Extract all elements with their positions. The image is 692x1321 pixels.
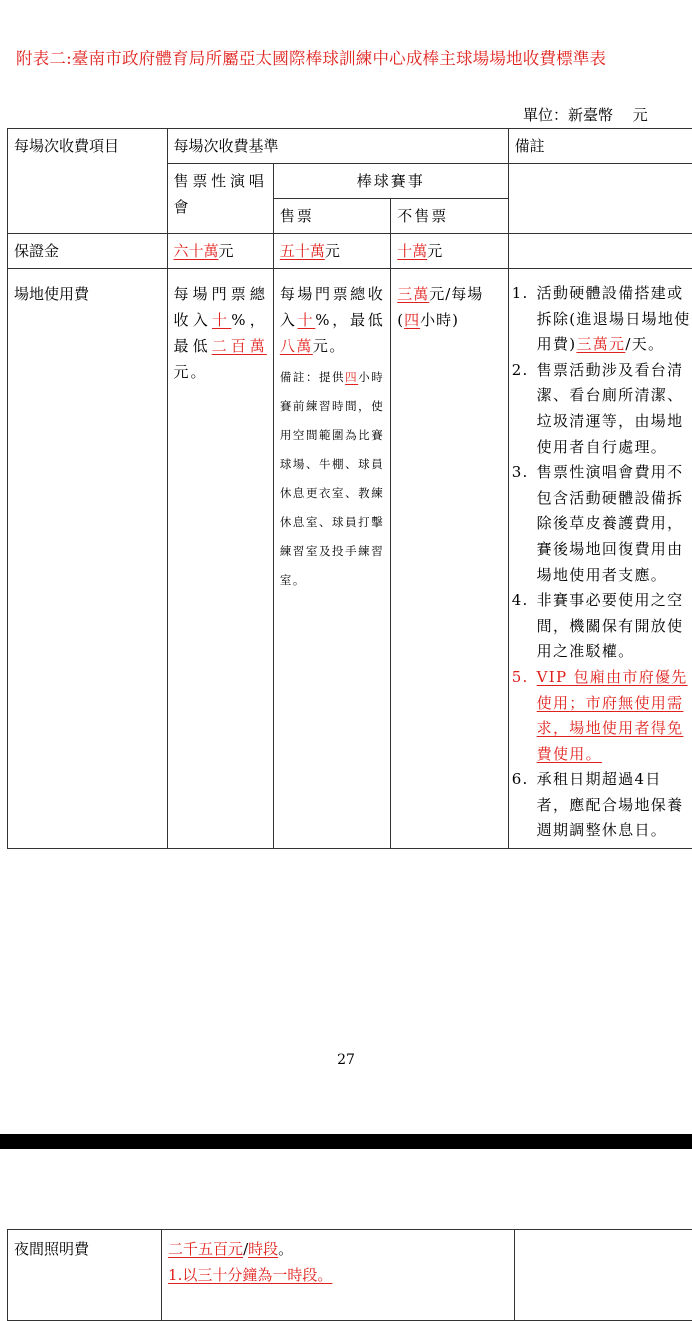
non-ticketed-fee-hours: 四 [404, 311, 420, 329]
night-light-amount: 二千五百元 [168, 1240, 243, 1258]
ticketed-fee-minimum: 八萬 [280, 337, 313, 355]
non-ticketed-fee-amount: 三萬 [397, 285, 429, 303]
ticketed-fee-percent: 十 [298, 311, 316, 329]
remark-1-text: 活動硬體設備搭建或拆除(進退場日場地使用費) [537, 284, 691, 353]
remark-1-suffix: /天。 [625, 335, 664, 353]
night-light-label: 夜間照明費 [8, 1230, 162, 1321]
remark-2: 2. 售票活動涉及看台清潔、看台廁所清潔、垃圾清運等，由場地使用者自行處理。 [535, 358, 692, 460]
deposit-concert [167, 234, 273, 269]
remarks-list [513, 281, 692, 844]
deposit-ticketed-amount: 五十萬 [280, 242, 325, 260]
header-non-ticketed: 不售票 [391, 199, 508, 234]
venue-fee-row [8, 269, 692, 849]
venue-fee-ticketed [273, 269, 390, 849]
concert-fee-mid: %，最低 [174, 311, 267, 355]
night-light-rule-1: 1.以三十分鐘為一時段。 [168, 1262, 508, 1288]
header-ticketed: 售票 [273, 199, 390, 234]
deposit-row [8, 234, 692, 269]
night-light-sep: / [243, 1240, 248, 1258]
night-light-unit: 時段 [248, 1240, 278, 1258]
header-concert: 售票性演唱會 [167, 164, 273, 234]
deposit-remarks [508, 234, 692, 269]
deposit-ticketed [273, 234, 390, 269]
venue-fee-label: 場地使用費 [8, 269, 168, 849]
non-ticketed-fee-mid: 元/每場( [397, 285, 483, 329]
ticketed-fee-prefix: 每場門票總收入 [280, 285, 384, 329]
note-prefix: 備註：提供 [280, 370, 345, 384]
deposit-label: 保證金 [8, 234, 168, 269]
non-ticketed-fee-suffix: 小時) [420, 311, 459, 329]
night-light-remarks [515, 1230, 692, 1321]
venue-fee-non-ticketed [391, 269, 508, 849]
ticketed-fee-mid: %，最低 [315, 311, 384, 329]
page-divider [0, 1134, 692, 1149]
next-page-table [7, 1229, 692, 1321]
page-number: 27 [0, 1052, 692, 1068]
currency: 元 [427, 242, 442, 260]
concert-fee-percent: 十 [212, 311, 231, 329]
deposit-concert-amount: 六十萬 [174, 242, 219, 260]
night-light-end: 。 [278, 1240, 293, 1258]
remark-1 [535, 281, 692, 358]
page-title: 附表二:臺南市政府體育局所屬亞太國際棒球訓練中心成棒主球場場地收費標準表 [16, 44, 690, 74]
currency: 元 [219, 242, 234, 260]
note-hours: 四 [345, 370, 358, 384]
deposit-non-ticketed-amount: 十萬 [397, 242, 427, 260]
remark-4: 4. 非賽事必要使用之空間，機關保有開放使用之准駁權。 [535, 588, 692, 665]
concert-fee-suffix: 元。 [174, 363, 208, 381]
remark-5 [535, 665, 692, 767]
header-standard: 每場次收費基準 [167, 129, 508, 164]
concert-fee-minimum: 二百萬 [212, 337, 267, 355]
venue-fee-remarks [508, 269, 692, 849]
header-item: 每場次收費項目 [8, 129, 168, 234]
concert-fee-prefix: 每場門票總收入 [174, 285, 267, 329]
remark-3: 3. 售票性演唱會費用不包含活動硬體設備拆除後草皮養護費用，賽後場地回復費用由場地使用者支應。 [535, 460, 692, 588]
ticketed-fee-note [280, 363, 384, 595]
header-baseball: 棒球賽事 [273, 164, 508, 199]
header-remarks-blank [508, 164, 692, 234]
ticketed-fee-suffix: 元。 [313, 337, 346, 355]
note-rest: 小時賽前練習時間，使用空間範圍為比賽球場、牛棚、球員休息更衣室、教練休息室、球員打擊練習室及投手練習室。 [280, 370, 384, 587]
currency-unit: 單位：新臺幣 元 [523, 104, 648, 125]
remark-5-text: VIP 包廂由市府優先使用；市府無使用需求，場地使用者得免費使用。 [537, 668, 688, 763]
remark-6: 6. 承租日期超過4日者，應配合場地保養週期調整休息日。 [535, 767, 692, 844]
header-remarks: 備註 [508, 129, 692, 164]
deposit-non-ticketed [391, 234, 508, 269]
fee-table [7, 128, 692, 849]
night-light-fee [162, 1230, 515, 1321]
currency: 元 [325, 242, 340, 260]
venue-fee-concert [167, 269, 273, 849]
remark-1-amount: 三萬元 [576, 335, 625, 353]
